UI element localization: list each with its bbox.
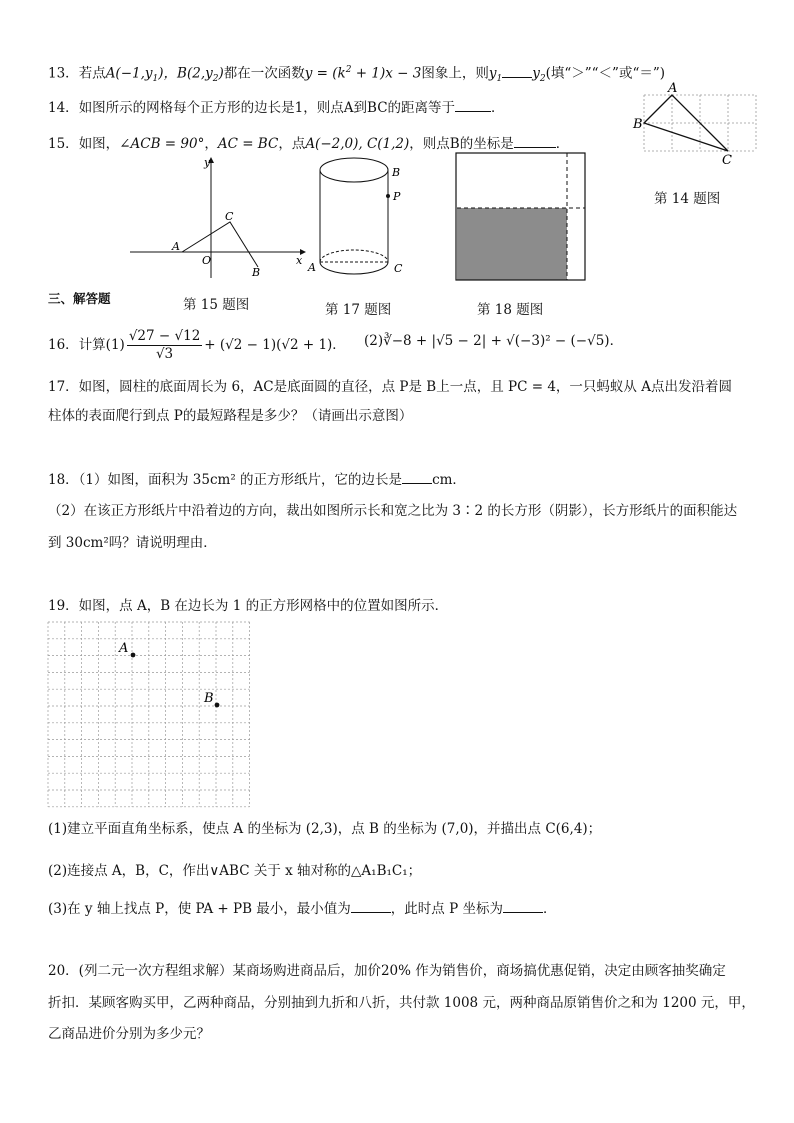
q14-answer-blank[interactable]: [455, 97, 491, 112]
q20-line-1: 20．(列二元一次方程组求解）某商场购进商品后，加价20% 作为销售价，商场搞优惠促销，决定由顾客抽奖确定: [48, 963, 726, 979]
q13-point-b-sub: 2: [212, 74, 219, 85]
q16-part1-rest: + (√2 − 1)(√2 + 1)．: [204, 337, 346, 353]
q19-part-3: [48, 898, 556, 919]
fig19-point-a: [131, 653, 136, 658]
q13-number: 13．: [48, 65, 79, 82]
q18-line-1: [48, 469, 466, 490]
section-3-heading: 三、解答题: [48, 291, 111, 306]
q19-part-2: (2)连接点 A，B，C，作出∨ABC 关于 x 轴对称的△A₁B₁C₁；: [48, 863, 422, 879]
q19-intro: 19．如图，点 A，B 在边长为 1 的正方形网格中的位置如图所示．: [48, 598, 449, 614]
q19-part-3-text-b: ，此时点 P 坐标为: [390, 901, 503, 917]
fig17-bottom-back: [320, 250, 388, 262]
q20-line-3: 乙商品进价分别为多少元？: [48, 1026, 210, 1042]
q17-line-2: 柱体的表面爬行到点 P的最短路程是多少？（请画出示意图）: [48, 408, 413, 424]
q17-line-1: 17．如图，圆柱的底面周长为 6，AC是底面圆的直径，点 P是 B上一点，且 PC = 4，一只蚂蚁从 A点出发沿着圆: [48, 379, 732, 395]
figure-19-grid: [48, 622, 252, 806]
question-16: [48, 328, 346, 363]
q15-text-1: 如图，: [78, 136, 120, 152]
fig14-label-a: A: [668, 81, 678, 96]
q13-point-a: A(−1,y: [105, 65, 153, 82]
q13-point-b-end: ): [218, 65, 224, 82]
q15-points: A(−2,0), C(1,2): [305, 136, 410, 152]
fig17-label-c: C: [394, 262, 403, 275]
q15-equality: AC = BC: [217, 136, 279, 152]
fig15-label-c: C: [225, 210, 234, 223]
q16-text-1: 计算(1): [78, 337, 125, 353]
fig19-label-a: A: [119, 641, 129, 656]
q19-min-value-blank[interactable]: [351, 898, 391, 913]
fig15-label-o: O: [202, 254, 212, 267]
q20-line-2: 折扣．某顾客购买甲，乙两种商品，分别抽到九折和八折，共付款 1008 元，两种商品原销售价之和为 1200 元，甲，: [48, 995, 755, 1011]
q16-fraction-denominator: √3: [155, 346, 174, 362]
q18-answer-blank[interactable]: [402, 469, 432, 484]
q13-y1: y: [488, 65, 497, 82]
fig15-caption: 第 15 题图: [183, 297, 250, 313]
q16-number: 16．: [48, 337, 79, 353]
fig15-segments: [182, 222, 258, 267]
q16-fraction-numerator: [127, 328, 202, 346]
q19-part-3-text-a: (3)在 y 轴上找点 P，使 PA + PB 最小，最小值为: [48, 901, 351, 917]
q13-function-sup: 2: [345, 65, 352, 75]
fig15-label-x: x: [296, 254, 303, 267]
q15-text-4: ，则点B的坐标是: [409, 136, 514, 152]
q15-text-3: ，点: [278, 136, 306, 152]
q13-function-b: + 1)x − 3: [351, 65, 422, 82]
fig17-label-b: B: [392, 166, 401, 179]
q13-point-b: B(2,y: [177, 65, 213, 82]
q19-point-p-blank[interactable]: [503, 898, 543, 913]
q13-function-a: y = (k: [304, 65, 346, 82]
q13-text-2: 都在一次函数: [223, 65, 305, 82]
question-13: [48, 60, 665, 89]
fig18-shaded-rectangle: [457, 208, 567, 280]
q15-number: 15．: [48, 136, 79, 152]
q13-point-a-sub: 1: [152, 74, 159, 85]
question-14: [48, 97, 505, 118]
figure-17: [308, 150, 418, 285]
figure-14: [633, 81, 758, 168]
q18-line-1-text: 18．（1）如图，面积为 35cm² 的正方形纸片，它的边长是: [48, 472, 403, 488]
fig17-top-ellipse: [320, 158, 388, 182]
fig19-point-b: [215, 703, 220, 708]
fig19-label-b: B: [204, 691, 214, 706]
fig18-caption: 第 18 题图: [477, 302, 544, 318]
q13-answer-blank[interactable]: [502, 63, 532, 78]
q13-text-3: 图象上，则: [421, 65, 489, 82]
q16-numerator-a: √27: [128, 328, 155, 344]
q13-y1-sub: 1: [496, 74, 503, 85]
q18-line-2: （2）在该正方形纸片中沿着边的方向，裁出如图所示长和宽之比为 3∶2 的长方形（阴影），长方形纸片的面积能达: [48, 503, 738, 519]
q13-y2: y: [532, 65, 540, 82]
q14-number: 14．: [48, 100, 79, 116]
q18-line-3: 到 30cm²吗？请说明理由．: [48, 535, 217, 551]
fig14-caption: 第 14 题图: [654, 191, 721, 207]
q15-angle: ∠ACB = 90°: [119, 136, 205, 152]
figure-15: [120, 150, 310, 280]
q13-text-4: (填“＞”“＜”或“＝”): [545, 65, 666, 82]
q15-end: ．: [555, 136, 570, 152]
q15-text-2: ，: [204, 136, 218, 152]
q14-text: 如图所示的网格每个正方形的边长是1，则点A到BC的距离等于: [78, 100, 456, 116]
fig19-grid-lines: [48, 622, 250, 807]
fig17-bottom-front: [320, 262, 388, 274]
fig17-label-p: P: [393, 190, 401, 203]
fig15-label-y: y: [204, 156, 211, 169]
q19-part-1: (1)建立平面直角坐标系，使点 A 的坐标为 (2,3)，点 B 的坐标为 (7,0)，并描出点 C(6,4)；: [48, 821, 602, 837]
fig17-caption: 第 17 题图: [325, 302, 392, 318]
fig15-label-a: A: [172, 240, 180, 253]
figure-18: [455, 152, 587, 282]
fig14-label-c: C: [722, 153, 732, 168]
fig17-label-a: A: [308, 261, 316, 274]
q18-line-1-unit: cm．: [432, 472, 466, 488]
q16-fraction: [127, 328, 202, 363]
fig14-label-b: B: [633, 117, 643, 132]
q15-answer-blank[interactable]: [514, 133, 556, 148]
q13-text-1: 若点: [78, 65, 106, 82]
q16-numerator-op: −: [154, 328, 175, 344]
q14-end: ．: [491, 100, 505, 116]
q16-numerator-b: √12: [174, 328, 201, 344]
q19-part-3-end: ．: [542, 901, 557, 917]
fig17-point-p: [386, 194, 390, 198]
q13-point-a-end: )，: [158, 65, 178, 82]
q16-part-2: (2)∛−8 + |√5 − 2| + √(−3)² − (−√5)．: [364, 333, 624, 349]
fig15-label-b: B: [252, 266, 261, 279]
q13-y2-sub: 2: [539, 74, 546, 85]
